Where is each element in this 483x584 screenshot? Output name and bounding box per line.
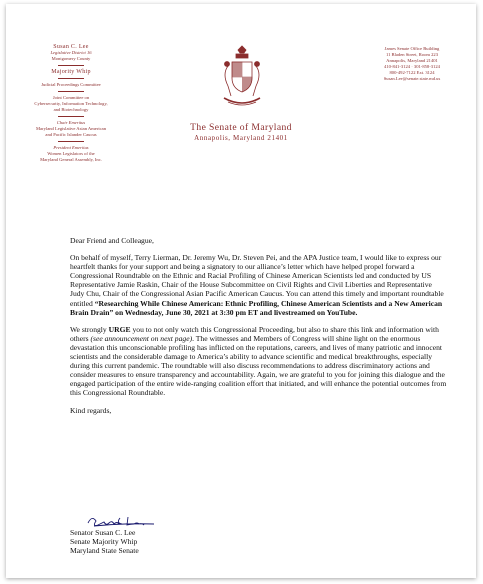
letterhead-divider [58, 141, 84, 142]
p1-event-title: “Researching While Chinese American: Ethnic Profiling, Chinese American Scientists and a New American Brain Drain” on Wednesday, June 30, 2021 at 3:30 pm ET and livestreamed on YouTube. [70, 298, 443, 317]
letterhead-left-line: Judicial Proceedings Committee [41, 82, 101, 87]
letterhead-left-line: Legislative District 16 [50, 50, 92, 55]
maryland-seal-icon [218, 44, 266, 110]
letter-body [70, 236, 448, 423]
letter-page [6, 4, 476, 578]
p2-announcement-note: (see announcement on next page) [90, 333, 193, 343]
letterhead-right-line: 11 Bladen Street, Room 223 [385, 52, 438, 57]
signature-block [70, 528, 139, 555]
signer-title-1: Senate Majority Whip [70, 537, 138, 546]
signer-name: Senator Susan C. Lee [70, 528, 136, 537]
letterhead-left-line: Maryland General Assembly, Inc. [40, 157, 102, 162]
p2-urge: URGE [108, 324, 131, 334]
closing: Kind regards, [70, 405, 112, 415]
letterhead-right-line: James Senate Office Building [384, 46, 440, 51]
letterhead-divider [58, 78, 84, 79]
letterhead-right-column [362, 46, 462, 82]
letterhead-right-line: 800-492-7122 Ext. 3124 [389, 70, 435, 75]
letterhead-left-line: and Biotechnology [53, 107, 89, 112]
signer-title-2: Maryland State Senate [70, 546, 139, 555]
p2-text-c: . The witnesses and Members of Congress will shine light on the enormous devastation this unconscionable profiling has inflicted on the reputations, careers, and lives of many patriotic and innocent scientists and the considerable damage to America’s ability to advance scientific and medical breakthroughs, especially during this current pandemic. The roundtable will also discuss recommendations to address discriminatory actions and consider measures to ensure transparency and accountability. Again, we are grateful to you for joining this dialogue and the engaged participation of the entire wide-ranging coalition effort that initiated, and will enhance the potential outcomes from this Congressional Roundtable. [70, 333, 447, 398]
letterhead-left-line: Joint Committee on [52, 95, 90, 100]
p2-text-b: you to not only watch this Congressional Proceeding, but also to share this link and information with others [70, 324, 439, 343]
letterhead-left-line: President Emeritus [53, 145, 89, 150]
letterhead-left-line: Susan C. Lee [53, 44, 89, 50]
letterhead-right-line: 410-841-3124 · 301-858-3124 [384, 64, 440, 69]
letterhead-divider [58, 116, 84, 117]
handwritten-signature [86, 514, 158, 528]
letterhead-right-line: Susan.Lee@senate.state.md.us [383, 76, 441, 81]
letterhead-left-line: and Pacific Islander Caucus [45, 132, 97, 137]
letterhead-right-line: Annapolis, Maryland 21401 [386, 58, 438, 63]
letterhead-left-column [16, 44, 126, 163]
paragraph-2 [70, 325, 448, 398]
salutation: Dear Friend and Colleague, [70, 236, 154, 245]
letterhead-divider [58, 91, 84, 92]
letterhead-divider [58, 65, 84, 66]
letterhead-left-line: Chair Emeritus [56, 120, 86, 125]
senate-address: Annapolis, Maryland 21401 [194, 134, 288, 142]
letterhead-title-block [166, 122, 316, 142]
letterhead-left-line: Montgomery County [51, 56, 91, 61]
letterhead-left-line: Maryland Legislative Asian American [35, 126, 107, 131]
p2-text-a: We strongly [70, 324, 109, 334]
paragraph-1 [70, 253, 448, 317]
senate-title: The Senate of Maryland [190, 122, 292, 133]
letterhead-left-line: Women Legislators of the [47, 151, 95, 156]
p1-text: On behalf of myself, Terry Lierman, Dr. Jeremy Wu, Dr. Steven Pei, and the APA Justice team, I would like to express our heartfelt thanks for your support and being a signatory to our alliance’s letter which have helped propel forward a Congressional Roundtable on the Ethnic and Racial Profiling of Chinese American Scientists led and conducted by US Representative Jamie Raskin, Chair of the House Subcommittee on Civil Rights and Civil Liberties and Representative Judy Chu, Chair of the Congressional Asian Pacific American Caucus. You can attend this timely and important roundtable entitled [70, 253, 444, 308]
letterhead-left-line: Cybersecurity, Information Technology, [34, 101, 108, 106]
letterhead-left-line: Majority Whip [51, 69, 91, 75]
